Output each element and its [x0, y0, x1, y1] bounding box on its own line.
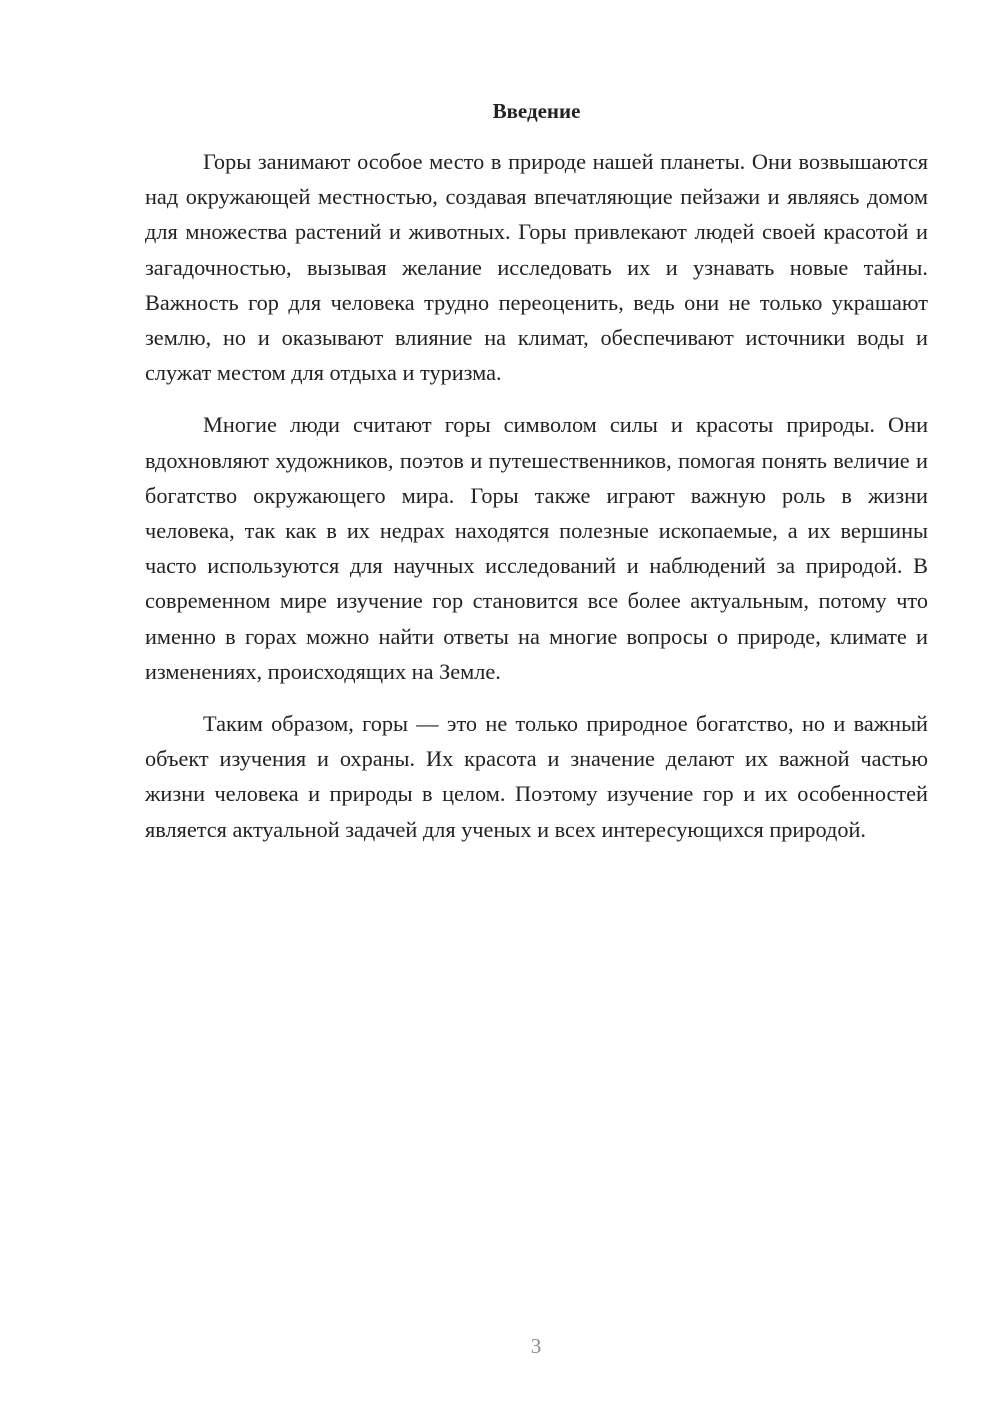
- page-number: 3: [530, 1334, 542, 1358]
- paragraph-2: Многие люди считают горы символом силы и красоты природы. Они вдохновляют художников, поэтов и путешественников, помогая понять величие и богатство окружающего мира. Горы также играют важную роль в жизни человека, так как в их недрах находятся полезные ископаемые, а их вершины часто используются для научных исследований и наблюдений за природой. В современном мире изучение гор становится все более актуальным, потому что именно в горах можно найти ответы на многие вопросы о природе, климате и изменениях, происходящих на Земле.: [145, 412, 928, 684]
- paragraph-1: Горы занимают особое место в природе нашей планеты. Они возвышаются над окружающей местностью, создавая впечатляющие пейзажи и являясь домом для множества растений и животных. Горы привлекают людей своей красотой и загадочностью, вызывая желание исследовать их и узнавать новые тайны. Важность гор для человека трудно переоценить, ведь они не только украшают землю, но и оказывают влияние на климат, обеспечивают источники воды и служат местом для отдыха и туризма.: [145, 149, 928, 386]
- page-content: [145, 95, 928, 864]
- section-title: Введение: [492, 99, 581, 123]
- paragraph-3: Таким образом, горы — это не только природное богатство, но и важный объект изучения и охраны. Их красота и значение делают их важной частью жизни человека и природы в целом. Поэтому изучение гор и их особенностей является актуальной задачей для ученых и всех интересующихся природой.: [145, 711, 928, 842]
